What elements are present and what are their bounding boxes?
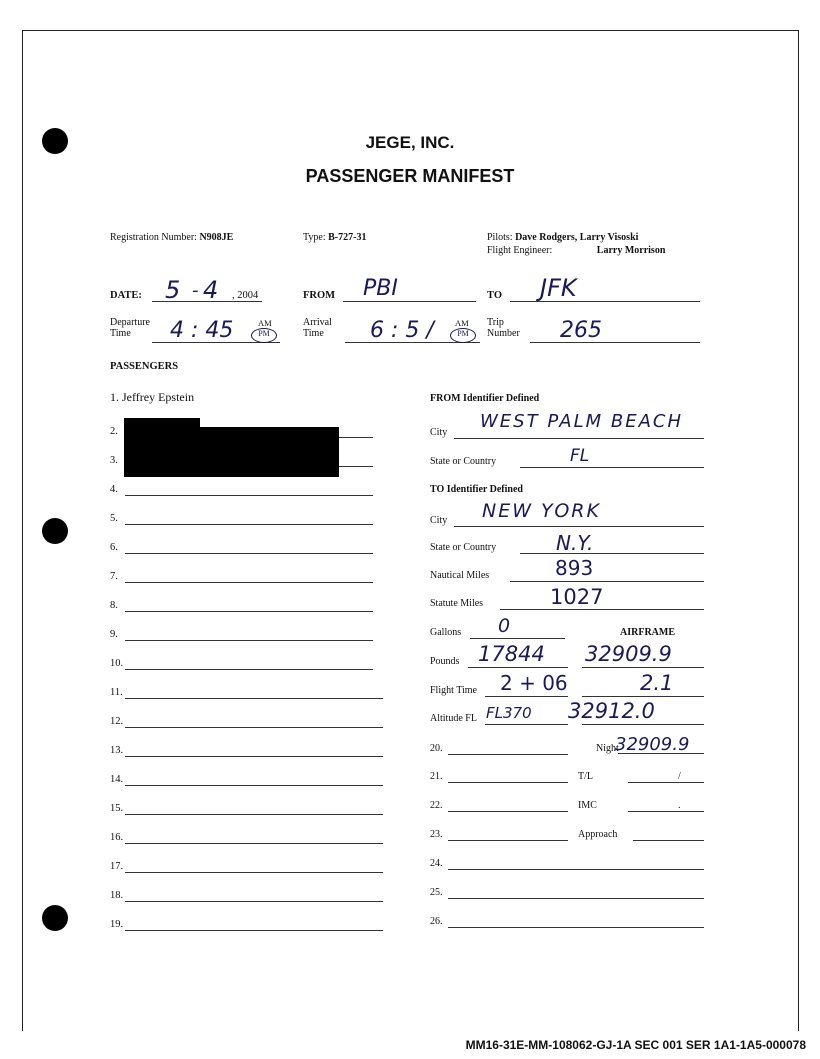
departure-am: AM [258, 318, 272, 328]
airframe-value-1: 32909.9 [585, 642, 672, 666]
punch-hole-middle [42, 518, 68, 544]
arrival-am: AM [455, 318, 469, 328]
passenger-line [125, 524, 373, 525]
passenger-number: 7. [110, 571, 118, 582]
from-code: PBI [363, 276, 398, 301]
statute-miles-label: Statute Miles [430, 598, 484, 609]
detail-row-number: 20. [430, 743, 443, 754]
from-state-value: FL [570, 446, 590, 466]
pounds-value: 17844 [478, 642, 545, 666]
trip-underline [530, 342, 700, 343]
trip-number: 265 [560, 318, 602, 343]
imc-underline [628, 811, 704, 812]
arrival-time: 6 : 5 / [370, 318, 434, 343]
flight-time-label: Flight Time [430, 685, 477, 696]
passenger-number: 11. [110, 687, 123, 698]
document-id: MM16-31E-MM-108062-GJ-1A SEC 001 SER 1A1-1A5-000078 [465, 1038, 806, 1052]
detail-row-line [448, 869, 704, 870]
from-city-label: City [430, 427, 448, 438]
airframe-3-underline [582, 724, 704, 725]
tl-label: T/L [578, 771, 593, 782]
passenger-line [125, 640, 373, 641]
detail-row-number: 25. [430, 887, 443, 898]
from-identifier-heading: FROM Identifier Defined [430, 393, 540, 404]
from-state-underline [520, 467, 704, 468]
passenger-number: 15. [110, 803, 124, 814]
pilots-field: Pilots: Dave Rodgers, Larry Visoski [487, 232, 639, 243]
passenger-number: 18. [110, 890, 124, 901]
altitude-label: Altitude FL [430, 713, 477, 724]
passenger-line [125, 698, 383, 699]
passenger-line [125, 582, 373, 583]
nautical-miles-value: 893 [555, 556, 594, 580]
departure-label: Departure Time [110, 317, 150, 339]
airframe-value-2: 2.1 [640, 671, 674, 695]
to-city-value: NEW YORK [482, 500, 601, 522]
passenger-number: 17. [110, 861, 124, 872]
to-code: JFK [540, 274, 577, 302]
passenger-number: 9. [110, 629, 118, 640]
to-state-underline [520, 553, 704, 554]
passenger-line [125, 872, 383, 873]
passenger-1: 1. Jeffrey Epstein [110, 390, 195, 404]
nautical-miles-label: Nautical Miles [430, 570, 490, 581]
from-city-value: WEST PALM BEACH [480, 411, 684, 432]
passenger-line [125, 814, 383, 815]
altitude-value: FL370 [486, 704, 532, 722]
detail-row-number: 22. [430, 800, 443, 811]
to-identifier-heading: TO Identifier Defined [430, 484, 523, 495]
passenger-line [125, 901, 383, 902]
detail-row-number: 24. [430, 858, 443, 869]
detail-row-line [448, 898, 704, 899]
gallons-value: 0 [498, 615, 511, 637]
registration-field: Registration Number: N908JE [110, 232, 234, 243]
passenger-number: 14. [110, 774, 124, 785]
passenger-line [125, 756, 383, 757]
flight-time-value: 2 + 06 [500, 671, 568, 695]
engineer-field: Flight Engineer: Larry Morrison [487, 245, 666, 256]
passenger-number: 13. [110, 745, 124, 756]
type-field: Type: B-727-31 [303, 232, 367, 243]
date-month: 5 [165, 276, 181, 304]
departure-time: 4 : 45 [170, 318, 234, 343]
gallons-underline [470, 638, 565, 639]
tl-underline [628, 782, 704, 783]
imc-label: IMC [578, 800, 597, 811]
passenger-number: 4. [110, 484, 118, 495]
pounds-underline [468, 667, 568, 668]
to-state-value: N.Y. [556, 531, 594, 555]
date-label: DATE: [110, 290, 142, 301]
from-label: FROM [303, 290, 336, 301]
passenger-line [125, 785, 383, 786]
date-year: , 2004 [232, 290, 259, 301]
to-label: TO [487, 290, 502, 301]
passenger-number: 19. [110, 919, 124, 930]
flight-time-underline [485, 696, 568, 697]
to-underline [510, 301, 700, 302]
passenger-line [125, 669, 373, 670]
passengers-heading: PASSENGERS [110, 361, 179, 372]
passenger-line [125, 843, 383, 844]
statute-miles-underline [500, 609, 704, 610]
departure-pm-circled: PM [251, 328, 277, 343]
passenger-number: 6. [110, 542, 118, 553]
passenger-number: 16. [110, 832, 124, 843]
pounds-label: Pounds [430, 656, 460, 667]
detail-row-line [448, 840, 568, 841]
detail-row-number: 26. [430, 916, 443, 927]
page-title: PASSENGER MANIFEST [305, 166, 515, 186]
to-state-label: State or Country [430, 542, 497, 553]
approach-underline [633, 840, 704, 841]
passenger-line [125, 930, 383, 931]
gallons-label: Gallons [430, 627, 462, 638]
night-label: Night [596, 743, 619, 754]
date-dash: - [192, 280, 199, 301]
to-city-underline [454, 526, 704, 527]
passenger-line [125, 553, 373, 554]
airframe-heading: AIRFRAME [620, 627, 675, 638]
airframe-2-underline [582, 696, 704, 697]
from-underline [343, 301, 476, 302]
detail-row-line [448, 927, 704, 928]
detail-row-line [448, 782, 568, 783]
passenger-line [125, 727, 383, 728]
tl-separator: / [678, 771, 681, 782]
detail-row-number: 23. [430, 829, 443, 840]
arrival-pm-circled: PM [450, 328, 476, 343]
airframe-1-underline [582, 667, 704, 668]
redaction-block [124, 427, 339, 477]
night-value: 32909.9 [615, 734, 690, 755]
to-city-label: City [430, 515, 448, 526]
passenger-number: 10. [110, 658, 124, 669]
passenger-number: 3. [110, 455, 118, 466]
passenger-line [125, 495, 373, 496]
detail-row-number: 21. [430, 771, 443, 782]
passenger-number: 2. [110, 426, 118, 437]
detail-row-line [448, 811, 568, 812]
detail-row-line [448, 754, 568, 755]
company-name: JEGE, INC. [365, 133, 455, 152]
passenger-line [125, 611, 373, 612]
passenger-number: 12. [110, 716, 124, 727]
date-day: 4 [203, 276, 219, 304]
punch-hole-bottom [42, 905, 68, 931]
passenger-number: 8. [110, 600, 118, 611]
imc-separator: . [678, 800, 681, 811]
trip-label: Trip Number [487, 317, 520, 339]
from-city-underline [454, 438, 704, 439]
from-state-label: State or Country [430, 456, 497, 467]
passenger-number: 5. [110, 513, 118, 524]
arrival-label: Arrival Time [303, 317, 332, 339]
nautical-miles-underline [510, 581, 704, 582]
approach-label: Approach [578, 829, 618, 840]
altitude-underline [485, 724, 568, 725]
airframe-value-3: 32912.0 [568, 699, 655, 723]
statute-miles-value: 1027 [550, 585, 604, 609]
